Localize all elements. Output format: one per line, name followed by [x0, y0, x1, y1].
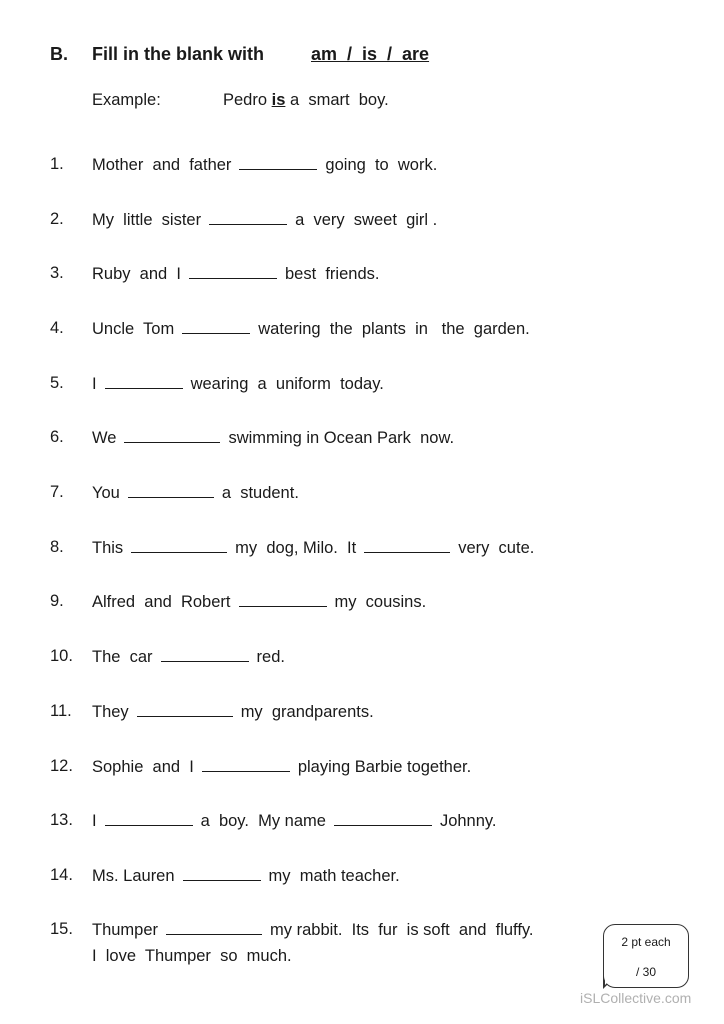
- speech-bubble-tail-inner: [605, 974, 616, 985]
- sentence-fragment: Thumper: [92, 921, 159, 939]
- sentence-fragment: my rabbit. Its fur is soft and fluffy.: [270, 921, 534, 939]
- item-sentence: [92, 483, 299, 503]
- sentence-fragment: They: [92, 703, 129, 721]
- sentence-fragment: We: [92, 429, 117, 447]
- sentence-fragment: a student.: [221, 484, 299, 502]
- answer-blank[interactable]: [105, 374, 183, 389]
- answer-blank[interactable]: [166, 920, 262, 935]
- item-sentence: [92, 538, 534, 558]
- answer-blank[interactable]: [183, 866, 261, 881]
- sentence-fragment: My little sister: [92, 211, 202, 229]
- section-options: am / is / are: [311, 44, 430, 64]
- sentence-fragment: This: [92, 539, 124, 557]
- sentence-fragment: Sophie and I: [92, 758, 194, 776]
- item-number: 6.: [50, 428, 64, 446]
- sentence-fragment: my grandparents.: [240, 703, 374, 721]
- example-answer: is: [271, 91, 286, 109]
- item-number: 13.: [50, 811, 73, 829]
- sentence-fragment: my cousins.: [334, 593, 427, 611]
- sentence-fragment: Ruby and I: [92, 265, 181, 283]
- sentence-fragment: very cute.: [458, 539, 535, 557]
- sentence-fragment: going to work.: [325, 156, 438, 174]
- item-sentence: [92, 155, 437, 175]
- watermark: iSLCollective.com: [580, 990, 692, 1006]
- sentence-fragment: my math teacher.: [268, 867, 400, 885]
- sentence-fragment: Mother and father: [92, 156, 232, 174]
- score-per-item: 2 pt each: [621, 935, 671, 949]
- item-sentence: [92, 264, 379, 284]
- score-total: / 30: [635, 965, 656, 979]
- sentence-fragment: a very sweet girl .: [295, 211, 438, 229]
- answer-blank[interactable]: [131, 538, 227, 553]
- item-sentence: [92, 920, 534, 940]
- item-number: 1.: [50, 155, 64, 173]
- answer-blank[interactable]: [189, 264, 277, 279]
- sentence-fragment: best friends.: [284, 265, 380, 283]
- answer-blank[interactable]: [124, 428, 220, 443]
- item-number: 14.: [50, 866, 73, 884]
- answer-blank[interactable]: [209, 210, 287, 225]
- answer-blank[interactable]: [128, 483, 214, 498]
- sentence-fragment: The car: [92, 648, 153, 666]
- sentence-fragment: I: [92, 812, 97, 830]
- example-sentence: [223, 91, 389, 110]
- answer-blank[interactable]: [334, 811, 432, 826]
- sentence-fragment: swimming in Ocean Park now.: [228, 429, 455, 447]
- sentence-fragment: wearing a uniform today.: [190, 375, 384, 393]
- item-sentence-continuation: I love Thumper so much.: [92, 947, 292, 965]
- section-letter: B.: [50, 44, 68, 64]
- sentence-fragment: You: [92, 484, 120, 502]
- item-number: 15.: [50, 920, 73, 938]
- item-sentence: [92, 866, 400, 886]
- answer-blank[interactable]: [202, 757, 290, 772]
- sentence-fragment: I: [92, 375, 97, 393]
- item-number: 7.: [50, 483, 64, 501]
- item-sentence: [92, 757, 471, 777]
- sentence-fragment: red.: [256, 648, 285, 666]
- sentence-fragment: a boy. My name: [200, 812, 326, 830]
- sentence-fragment: playing Barbie together.: [297, 758, 472, 776]
- item-sentence: [92, 428, 454, 448]
- sentence-fragment: Alfred and Robert: [92, 593, 231, 611]
- item-sentence: [92, 811, 497, 831]
- item-number: 2.: [50, 210, 64, 228]
- item-number: 11.: [50, 702, 72, 720]
- item-number: 5.: [50, 374, 64, 392]
- sentence-fragment: Ms. Lauren: [92, 867, 175, 885]
- answer-blank[interactable]: [161, 647, 249, 662]
- sentence-fragment: Uncle Tom: [92, 320, 175, 338]
- sentence-fragment: Johnny.: [439, 812, 497, 830]
- sentence-fragment: my dog, Milo. It: [235, 539, 357, 557]
- example-before: Pedro: [223, 91, 272, 109]
- item-number: 3.: [50, 264, 64, 282]
- sentence-fragment: watering the plants in the garden.: [258, 320, 530, 338]
- item-sentence: [92, 374, 384, 394]
- section-title: Fill in the blank with: [92, 44, 265, 64]
- item-sentence: [92, 592, 426, 612]
- item-sentence: [92, 647, 285, 667]
- item-sentence: [92, 702, 374, 722]
- answer-blank[interactable]: [239, 155, 317, 170]
- item-number: 8.: [50, 538, 64, 556]
- answer-blank[interactable]: [364, 538, 450, 553]
- item-number: 9.: [50, 592, 64, 610]
- example-label: Example:: [92, 91, 161, 109]
- item-number: 12.: [50, 757, 73, 775]
- item-sentence: [92, 319, 530, 339]
- answer-blank[interactable]: [105, 811, 193, 826]
- item-sentence: [92, 210, 437, 230]
- answer-blank[interactable]: [239, 592, 327, 607]
- answer-blank[interactable]: [137, 702, 233, 717]
- example-after: a smart boy.: [285, 91, 389, 109]
- item-number: 4.: [50, 319, 64, 337]
- answer-blank[interactable]: [182, 319, 250, 334]
- item-number: 10.: [50, 647, 73, 665]
